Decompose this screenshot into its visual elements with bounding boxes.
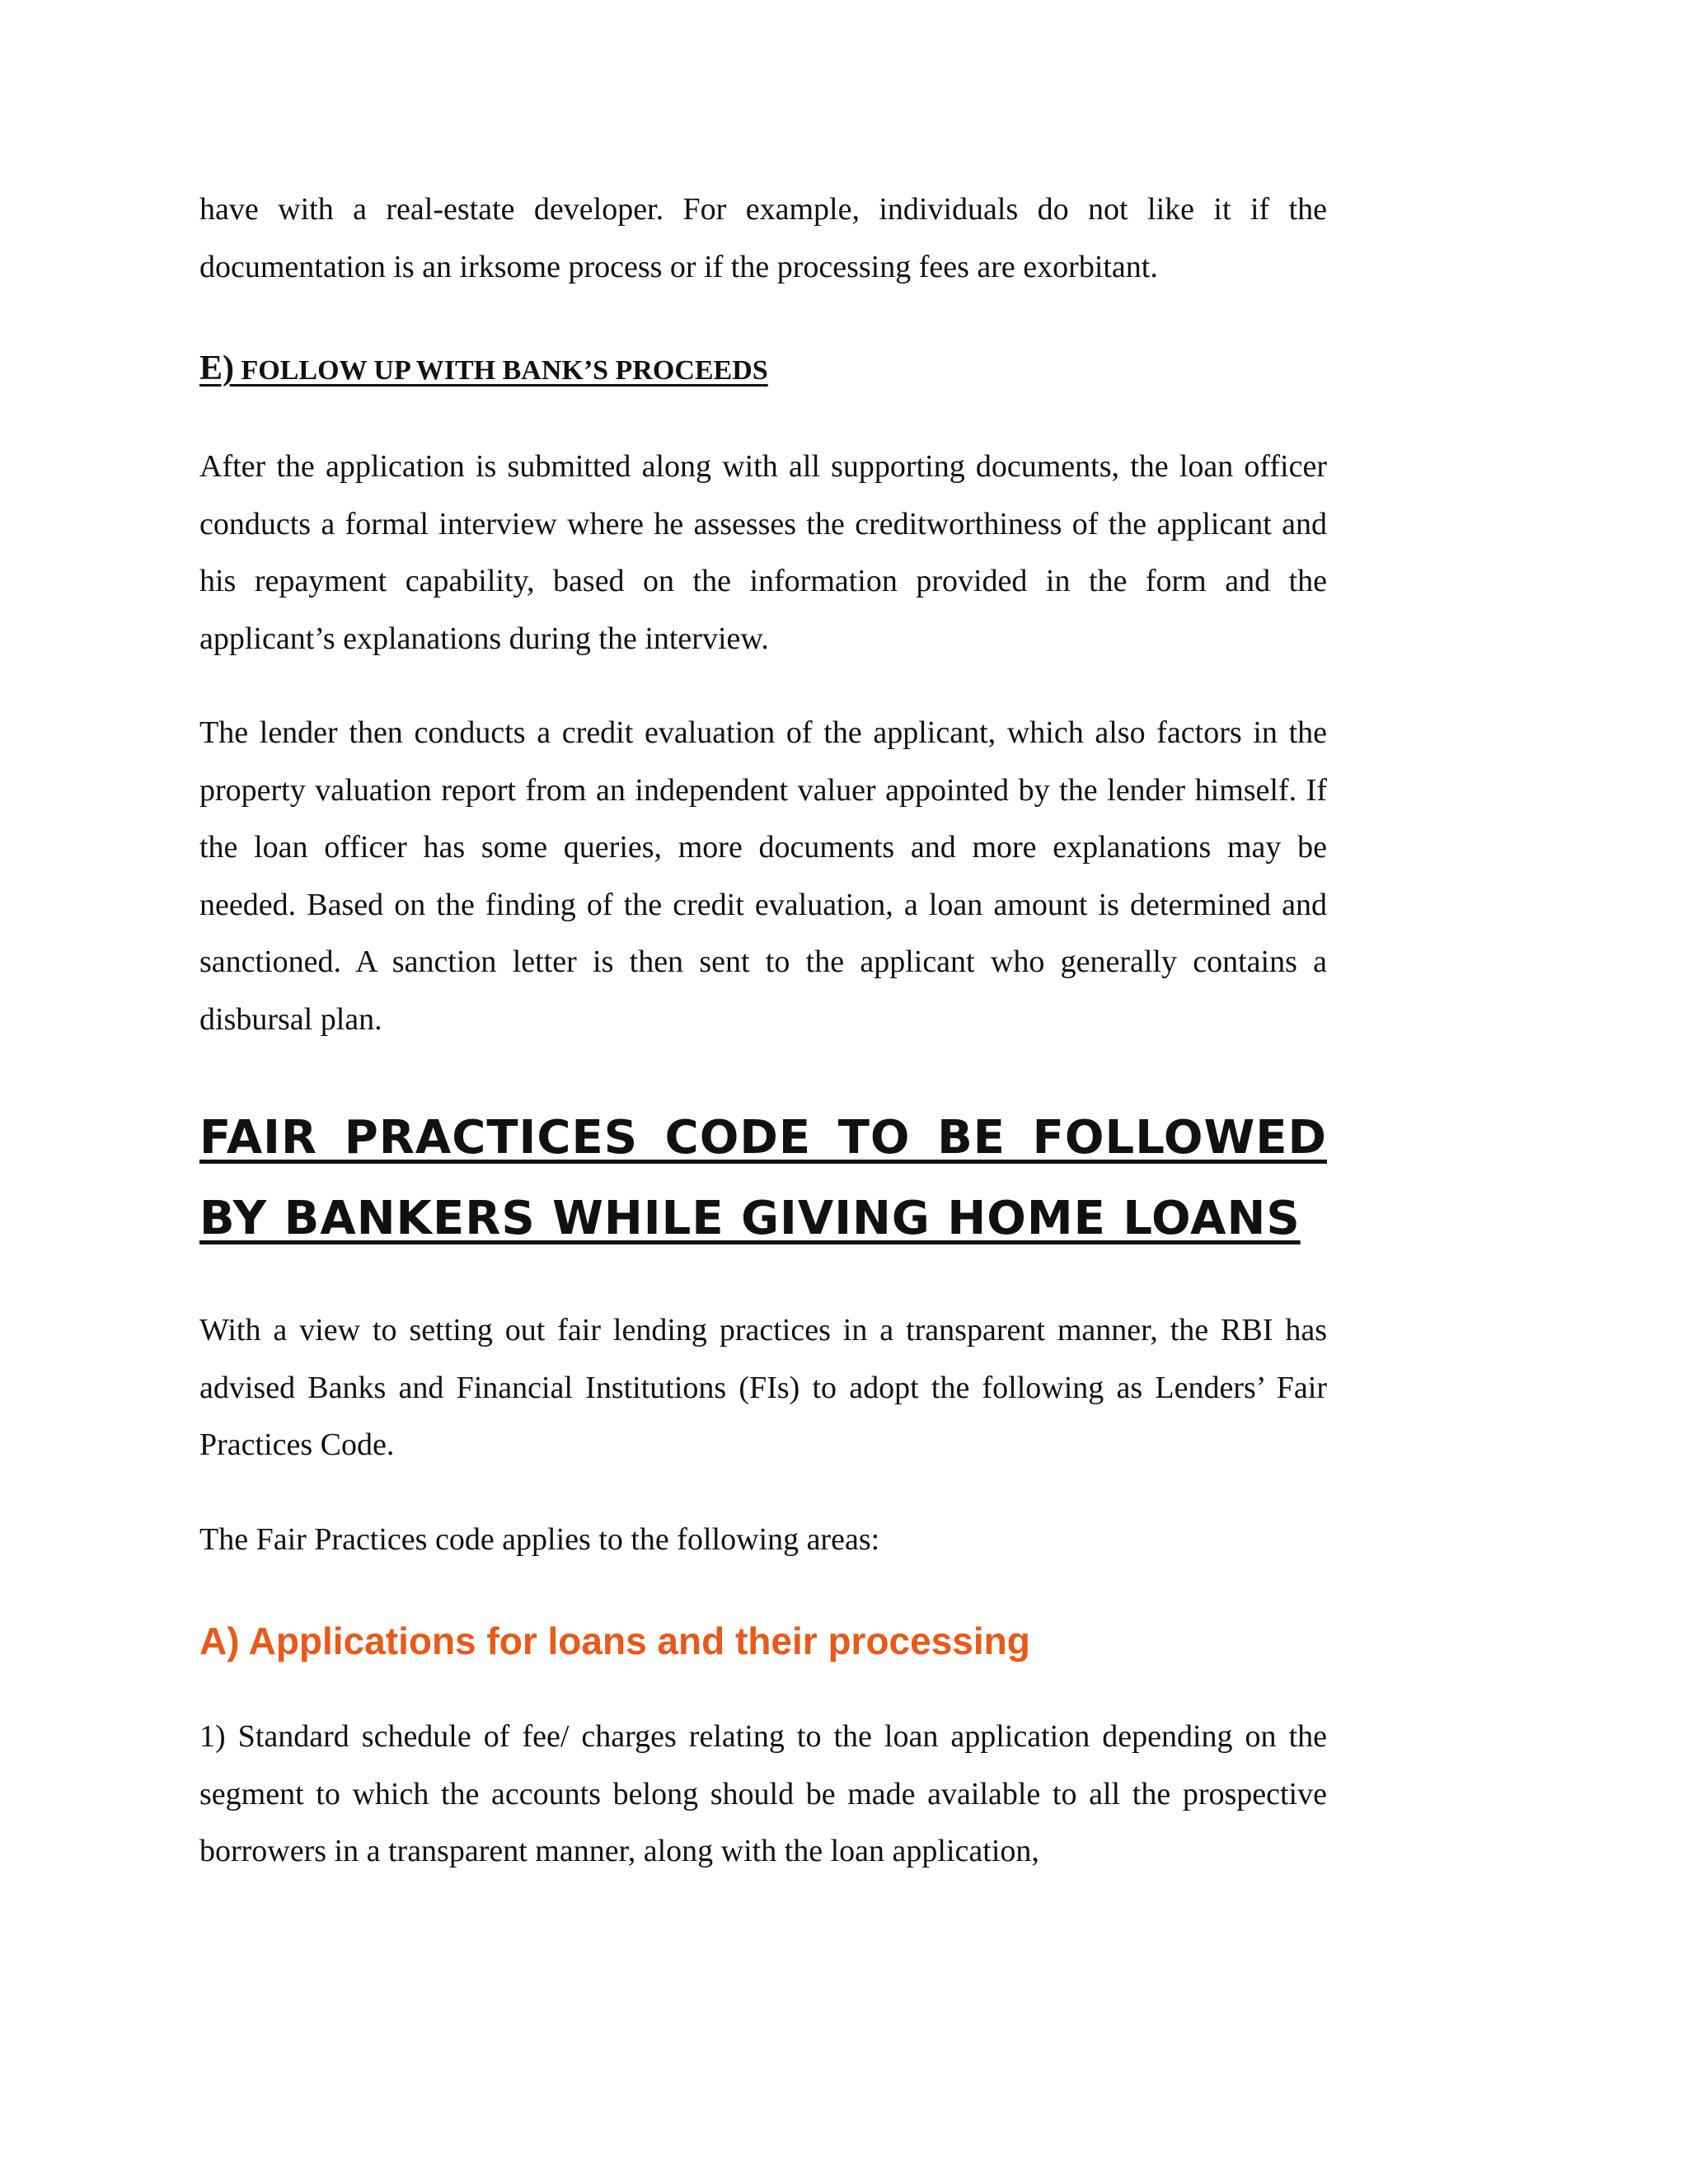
paragraph-rbi-advice: With a view to setting out fair lending practices in a transparent manner, the RBI has advised Banks and Financial Institutions (FIs) to adopt the following as Lenders’ Fair Practices Code. [199,1313,1327,1462]
subheading-follow-up [199,344,1327,396]
paragraph-areas-intro: The Fair Practices code applies to the following areas: [199,1521,880,1557]
paragraph-credit-evaluation: The lender then conducts a credit evaluation of the applicant, which also factors in the property valuation report from an independent valuer appointed by the lender himself. If the loan officer has some queries, more documents and more explanations may be needed. Based on the finding of the credit evaluation, a loan amount is determined and sanctioned. A sanction letter is then sent to the applicant who generally contains a disbursal plan. [199,715,1327,1037]
main-heading-fair-practices: FAIR PRACTICES CODE TO BE FOLLOWED BY BANKERS WHILE GIVING HOME LOANS [199,1111,1327,1245]
paragraph-developer-experience: have with a real-estate developer. For example, individuals do not like it if the documentation is an irksome process or if the processing fees are exorbitant. [199,192,1327,284]
page-content [199,181,1327,1881]
subheading-text: FOLLOW UP WITH BANK’S PROCEEDS [234,355,768,386]
paragraph-loan-interview: After the application is submitted along with all supporting documents, the loan officer conducts a formal interview where he assesses the creditworthiness of the applicant and his repayment capability, based on the information provided in the form and the applicant’s explanations during the interview. [199,449,1327,656]
section-heading-applications: A) Applications for loans and their processing [199,1619,1030,1662]
subheading-letter: E) [199,349,234,387]
paragraph-standard-schedule: 1) Standard schedule of fee/ charges relating to the loan application depending on the segment to which the accounts belong should be made available to all the prospective borrowers in a transparent manner, along with the loan application, [199,1719,1327,1868]
